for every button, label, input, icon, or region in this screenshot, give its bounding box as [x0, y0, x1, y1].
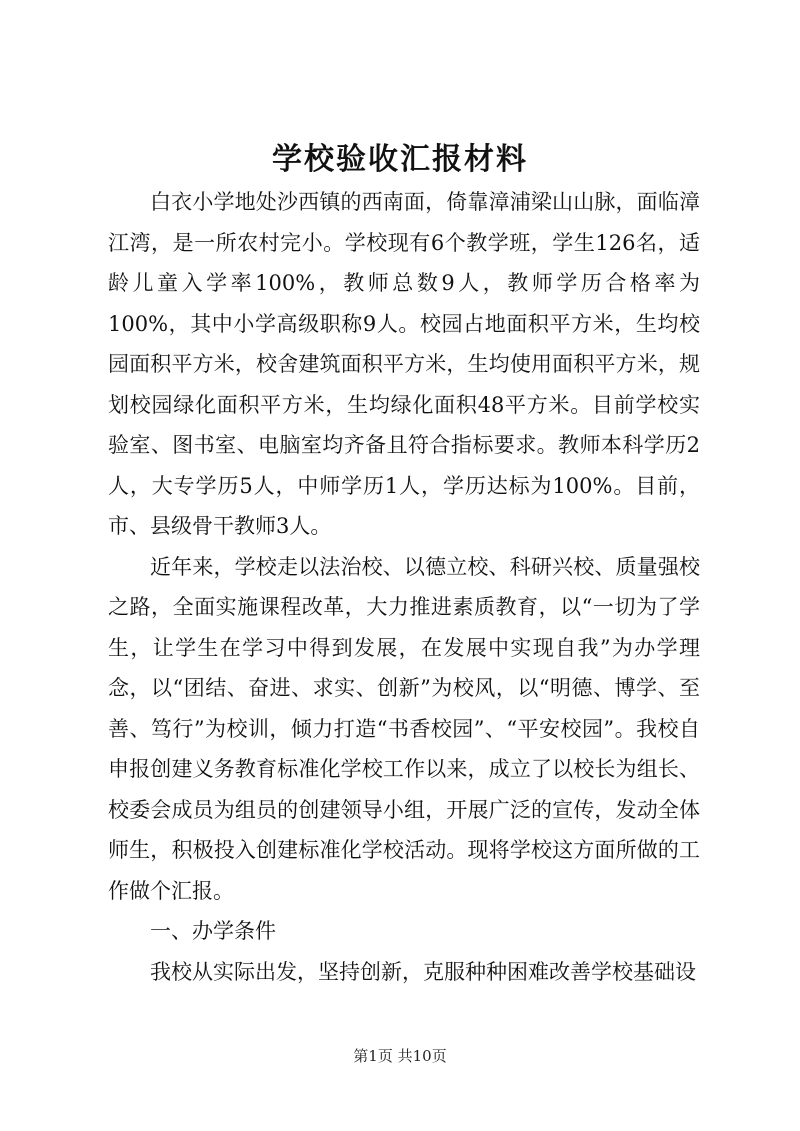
paragraph-school-philosophy: 近年来，学校走以法治校、以德立校、科研兴校、质量强校之路，全面实施课程改革，大力推进素质教育，以“一切为了学生，让学生在学习中得到发展，在发展中实现自我”为办学理念，以“团结、奋进、求实、创新”为校风，以“明德、博学、至善、笃行”为校训，倾力打造“书香校园”、“平安校园”。我校自申报创建义务教育标准化学校工作以来，成立了以校长为组长、校委会成员为组员的创建领导小组，开展广泛的宣传，发动全体师生，积极投入创建标准化学校活动。现将学校这方面所做的工作做个汇报。: [108, 554, 700, 903]
document-body: [108, 182, 700, 992]
paragraph-school-overview: 白衣小学地处沙西镇的西南面，倚靠漳浦梁山山脉，面临漳江湾，是一所农村完小。学校现有6个教学班，学生126名，适龄儿童入学率100%，教师总数9人，教师学历合格率为100%，其中小学高级职称9人。校园占地面积平方米，生均校园面积平方米，校舍建筑面积平方米，生均使用面积平方米，规划校园绿化面积平方米，生均绿化面积48平方米。目前学校实验室、图书室、电脑室均齐备且符合指标要求。教师本科学历2人，大专学历5人，中师学历1人，学历达标为100%。目前，市、县级骨干教师3人。: [108, 190, 700, 538]
paragraph-conditions-start: 我校从实际出发，坚持创新，克服种种困难改善学校基础设: [150, 959, 696, 984]
page-footer: 第1页 共10页: [353, 1047, 447, 1065]
section-heading-conditions: 一、办学条件: [150, 919, 276, 943]
document-title: 学校验收汇报材料: [272, 142, 528, 177]
